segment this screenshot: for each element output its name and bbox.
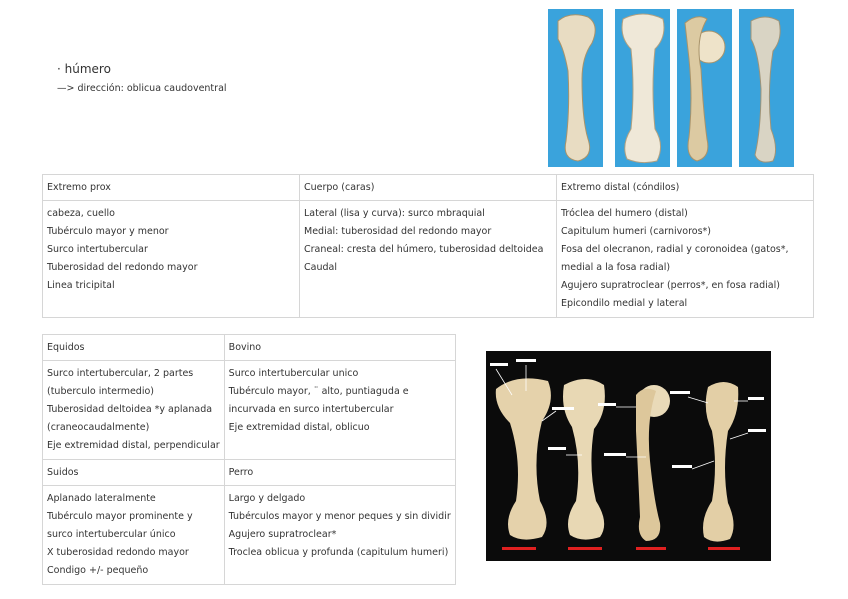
list-item: Medial: tuberosidad del redondo mayor	[304, 226, 492, 237]
list-item: cabeza, cuello	[47, 208, 115, 219]
header-extremo-distal: Extremo distal (cóndilos)	[557, 175, 814, 201]
list-item: Troclea oblicua y profunda (capitulum humeri)	[228, 547, 449, 558]
humerus-anatomy-figure	[486, 351, 771, 561]
list-item: Agujero supratroclear*	[228, 529, 337, 540]
humerus-regions-table	[42, 174, 814, 318]
list-item: Fosa del olecranon, radial y coronoidea (gatos*, medial a la fosa radial)	[561, 244, 789, 273]
list-item: X tuberosidad redondo mayor	[47, 547, 189, 558]
view-captions	[502, 547, 740, 550]
page-subtitle: —> dirección: oblicua caudoventral	[57, 83, 227, 94]
cell-bovino	[224, 361, 455, 460]
bone-photo-3	[677, 9, 732, 167]
list-item: Linea tricipital	[47, 280, 115, 291]
bone-cranial-view	[496, 378, 551, 539]
list-item: Agujero supratroclear (perros*, en fosa radial)	[561, 280, 780, 291]
list-item: Aplanado lateralmente	[47, 493, 156, 504]
list-item: Tuberosidad del redondo mayor	[47, 262, 198, 273]
bone-photo-2	[615, 9, 670, 167]
page-title: · húmero	[57, 62, 111, 76]
list-item: Eje extremidad distal, perpendicular	[47, 440, 220, 451]
header-suidos: Suidos	[43, 460, 225, 486]
list-item: Lateral (lisa y curva): surco mbraquial	[304, 208, 485, 219]
cell-extremo-prox	[43, 201, 300, 318]
header-bovino: Bovino	[224, 335, 455, 361]
list-item: Tuberosidad deltoidea *y aplanada (craneocaudalmente)	[47, 404, 213, 433]
cell-cuerpo	[300, 201, 557, 318]
cell-extremo-distal	[557, 201, 814, 318]
list-item: Largo y delgado	[228, 493, 306, 504]
list-item: Surco intertubercular, 2 partes (tuberculo intermedio)	[47, 368, 194, 397]
list-item: Tubérculo mayor y menor	[47, 226, 169, 237]
bone-medial-view	[636, 385, 670, 541]
cell-perro	[224, 486, 455, 585]
list-item: Epicondilo medial y lateral	[561, 298, 688, 309]
bone-photo-strip	[548, 9, 793, 167]
list-item: Surco intertubercular unico	[228, 368, 359, 379]
list-item: Eje extremidad distal, oblicuo	[228, 422, 370, 433]
list-item: Tróclea del humero (distal)	[561, 208, 688, 219]
header-equidos: Equidos	[43, 335, 225, 361]
list-item: Capitulum humeri (carnivoros*)	[561, 226, 712, 237]
list-item: Tubérculo mayor, ¨ alto, puntiaguda e incurvada en surco intertubercular	[228, 386, 409, 415]
list-item: Caudal	[304, 262, 337, 273]
list-item: Condigo +/- pequeño	[47, 565, 149, 576]
species-comparison-table	[42, 334, 456, 585]
header-extremo-prox: Extremo prox	[43, 175, 300, 201]
bone-lateral-view	[703, 382, 738, 542]
cell-suidos	[43, 486, 225, 585]
bone-photo-1	[548, 9, 603, 167]
cell-equidos	[43, 361, 225, 460]
list-item: Tubérculos mayor y menor peques y sin dividir	[228, 511, 451, 522]
header-cuerpo: Cuerpo (caras)	[300, 175, 557, 201]
bone-photo-4	[739, 9, 794, 167]
list-item: Craneal: cresta del húmero, tuberosidad deltoidea	[304, 244, 544, 255]
list-item: Tubérculo mayor prominente y surco intertubercular único	[47, 511, 193, 540]
list-item: Surco intertubercular	[47, 244, 148, 255]
header-perro: Perro	[224, 460, 455, 486]
